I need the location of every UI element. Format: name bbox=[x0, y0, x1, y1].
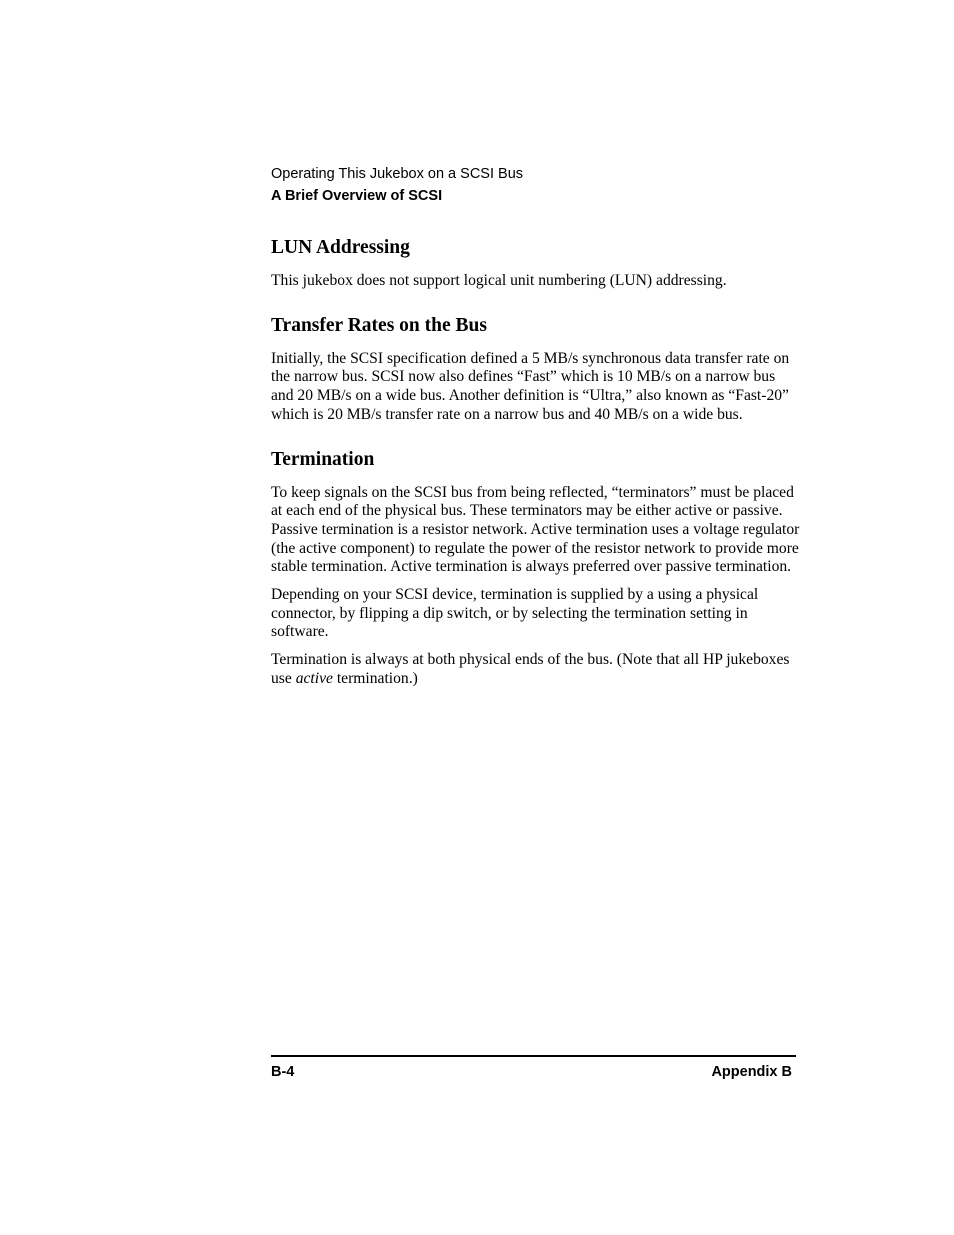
running-head-section: A Brief Overview of SCSI bbox=[271, 188, 443, 204]
paragraph-termination-2: Depending on your SCSI device, termination is supplied by a using a physical connector, by flipping a dip switch, or by selecting the termination setting in software. bbox=[271, 586, 759, 641]
termination-note-end: termination.) bbox=[332, 669, 418, 687]
footer-appendix-label: Appendix B bbox=[711, 1064, 792, 1080]
heading-lun-addressing: LUN Addressing bbox=[271, 237, 410, 258]
heading-transfer-rates: Transfer Rates on the Bus bbox=[271, 314, 487, 336]
paragraph-lun: This jukebox does not support logical unit numbering (LUN) addressing. bbox=[271, 272, 727, 289]
footer-rule bbox=[271, 1055, 796, 1057]
paragraph-termination-3 bbox=[271, 651, 801, 688]
page-content bbox=[271, 236, 801, 689]
paragraph-transfer-rates: Initially, the SCSI specification defined a 5 MB/s synchronous data transfer rate on the narrow bus. SCSI now also defines “Fast” which is 10 MB/s on a narrow bus and 20 MB/s on a wide bus. Another definition is “Ultra,” also known as “Fast-20” which is 20 MB/s transfer rate on a narrow bus and 40 MB/s on a wide bus. bbox=[271, 349, 790, 423]
heading-termination: Termination bbox=[271, 448, 375, 470]
section-termination bbox=[271, 448, 801, 689]
footer-page-number: B-4 bbox=[271, 1064, 295, 1080]
section-lun-addressing bbox=[271, 236, 801, 291]
emphasis-active: active bbox=[295, 669, 333, 687]
section-transfer-rates bbox=[271, 314, 801, 425]
running-head-chapter: Operating This Jukebox on a SCSI Bus bbox=[271, 166, 524, 182]
termination-note-text: Termination is always at both physical ends of the bus. (Note that all HP jukeboxes use bbox=[271, 651, 790, 687]
paragraph-termination-1: To keep signals on the SCSI bus from being reflected, “terminators” must be placed at each end of the physical bus. These terminators may be either active or passive. Passive termination is a resistor network. Active termination uses a voltage regulator (the active component) to regulate the power of the resistor network to provide more stable termination. Active termination is always preferred over passive termination. bbox=[271, 483, 800, 576]
